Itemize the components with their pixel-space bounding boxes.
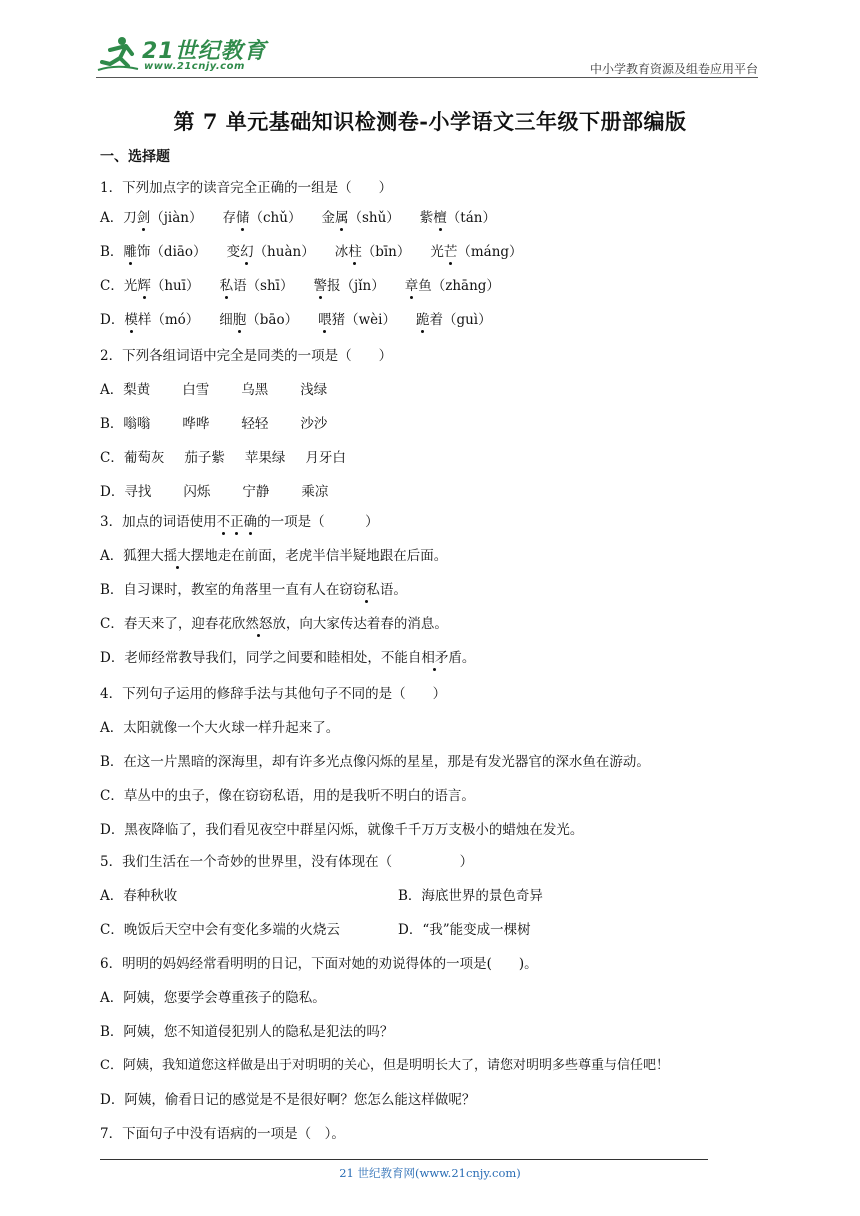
logo-text: 21世纪教育 — [142, 39, 267, 64]
question-2-option-a: A．梨黄 白雪 乌黑 浅绿 — [100, 382, 328, 398]
platform-label: 中小学教育资源及组卷应用平台 — [589, 62, 758, 76]
question-5-stem: 5．我们生活在一个奇妙的世界里，没有体现在（ ） — [100, 854, 474, 870]
logo-url: www.21cnjy.com — [144, 61, 245, 72]
question-5-option-c: C．晚饭后天空中会有变化多端的火烧云 — [100, 922, 340, 938]
page-header — [96, 34, 758, 78]
question-3-option-d: D．老师经常教导我们，同学之间要和睦相处，不能自相矛盾。 — [100, 646, 475, 666]
question-4-option-d: D．黑夜降临了，我们看见夜空中群星闪烁，就像千千万万支极小的蜡烛在发光。 — [100, 822, 584, 838]
question-4-option-b: B．在这一片黑暗的深海里，却有许多光点像闪烁的星星，那是有发光器官的深水鱼在游动。 — [100, 754, 650, 770]
question-1-option-b: B．雕饰（diāo） 变幻（huàn） 冰柱（bīn） 光芒（máng） — [100, 240, 523, 260]
header-divider — [96, 77, 758, 78]
page-title: 第 7 单元基础知识检测卷-小学语文三年级下册部编版 — [173, 109, 687, 134]
footer-link[interactable]: 21 世纪教育网(www.21cnjy.com) — [339, 1166, 521, 1180]
question-3-option-b: B．自习课时，教室的角落里一直有人在窃窃私语。 — [100, 578, 407, 598]
question-5-option-a: A．春种秋收 — [100, 888, 178, 904]
question-2-option-d: D．寻找 闪烁 宁静 乘凉 — [100, 484, 329, 500]
question-3-option-a: A．狐狸大摇大摆地走在前面，老虎半信半疑地跟在后面。 — [100, 544, 447, 564]
question-2-option-b: B．嗡嗡 哗哗 轻轻 沙沙 — [100, 416, 328, 432]
question-4-option-a: A．太阳就像一个大火球一样升起来了。 — [100, 720, 340, 736]
question-6-stem: 6．明明的妈妈经常看明明的日记，下面对她的劝说得体的一项是( )。 — [100, 956, 538, 972]
runner-logo-icon — [96, 36, 140, 74]
question-1-option-c: C．光辉（huī） 私语（shī） 警报（jǐn） 章鱼（zhāng） — [100, 274, 500, 294]
question-2-stem: 2．下列各组词语中完全是同类的一项是（ ） — [100, 348, 393, 364]
question-4-stem: 4．下列句子运用的修辞手法与其他句子不同的是（ ） — [100, 686, 447, 702]
question-1-stem: 1．下列加点字的读音完全正确的一组是（ ） — [100, 180, 393, 196]
logo — [96, 34, 276, 76]
question-5-option-b: B．海底世界的景色奇异 — [398, 888, 543, 904]
question-1-option-a: A．刀剑（jiàn） 存储（chǔ） 金属（shǔ） 紫檀（tán） — [100, 206, 496, 226]
question-6-option-d: D．阿姨，偷看日记的感觉是不是很好啊？您怎么能这样做呢？ — [100, 1092, 476, 1108]
question-6-option-b: B．阿姨，您不知道侵犯别人的隐私是犯法的吗？ — [100, 1024, 394, 1040]
question-2-option-c: C．葡萄灰 茄子紫 苹果绿 月牙白 — [100, 450, 346, 466]
question-7-stem: 7．下面句子中没有语病的一项是（ ）。 — [100, 1126, 345, 1142]
question-3-stem: 3．加点的词语使用不正确的一项是（ ） — [100, 510, 379, 530]
footer-divider — [100, 1159, 708, 1160]
section-heading: 一、选择题 — [100, 149, 170, 165]
question-1-option-d: D．模样（mó） 细胞（bāo） 喂猪（wèi） 跪着（guì） — [100, 308, 492, 328]
question-3-option-c: C．春天来了，迎春花欣然怒放，向大家传达着春的消息。 — [100, 612, 448, 632]
question-4-option-c: C．草丛中的虫子，像在窃窃私语，用的是我听不明白的语言。 — [100, 788, 475, 804]
question-6-option-c: C．阿姨，我知道您这样做是出于对明明的关心，但是明明长大了，请您对明明多些尊重与信任吧！ — [100, 1058, 669, 1073]
question-6-option-a: A．阿姨，您要学会尊重孩子的隐私。 — [100, 990, 326, 1006]
question-5-option-d: D．“我”能变成一棵树 — [398, 922, 531, 938]
